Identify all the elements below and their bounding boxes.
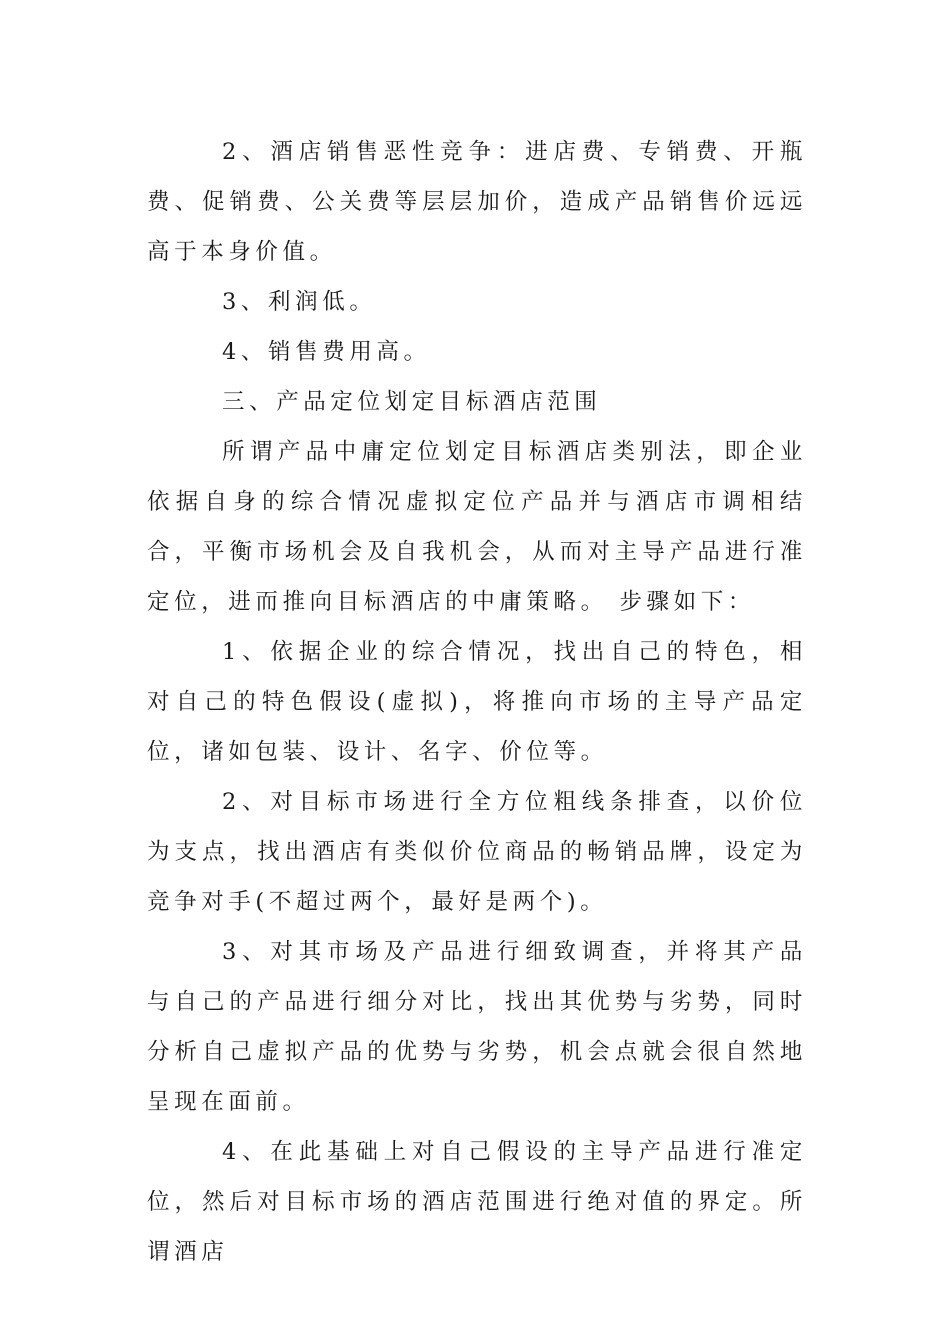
section-heading: 三、产品定位划定目标酒店范围 bbox=[222, 389, 602, 415]
step-4: 4、在此基础上对自己假设的主导产品进行准定位，然后对目标市场的酒店范围进行绝对值的界定。所谓酒店 bbox=[147, 1139, 807, 1265]
paragraph-high-cost: 4、销售费用高。 bbox=[222, 339, 431, 365]
paragraph-competition: 2、酒店销售恶性竞争：进店费、专销费、开瓶费、促销费、公关费等层层加价，造成产品销售价远远高于本身价值。 bbox=[147, 139, 807, 265]
paragraph-low-profit: 3、利润低。 bbox=[222, 289, 377, 315]
step-3: 3、对其市场及产品进行细致调查，并将其产品与自己的产品进行细分对比，找出其优势与劣势，同时分析自己虚拟产品的优势与劣势，机会点就会很自然地呈现在面前。 bbox=[147, 939, 807, 1115]
paragraph-definition: 所谓产品中庸定位划定目标酒店类别法，即企业依据自身的综合情况虚拟定位产品并与酒店市调相结合，平衡市场机会及自我机会，从而对主导产品进行准定位，进而推向目标酒店的中庸策略。 步骤如下： bbox=[147, 439, 807, 615]
document-body bbox=[147, 127, 807, 1277]
step-1: 1、依据企业的综合情况，找出自己的特色，相对自己的特色假设(虚拟)，将推向市场的主导产品定位，诸如包装、设计、名字、价位等。 bbox=[147, 639, 807, 765]
step-2: 2、对目标市场进行全方位粗线条排查，以价位为支点，找出酒店有类似价位商品的畅销品牌，设定为竞争对手(不超过两个，最好是两个)。 bbox=[147, 789, 807, 915]
